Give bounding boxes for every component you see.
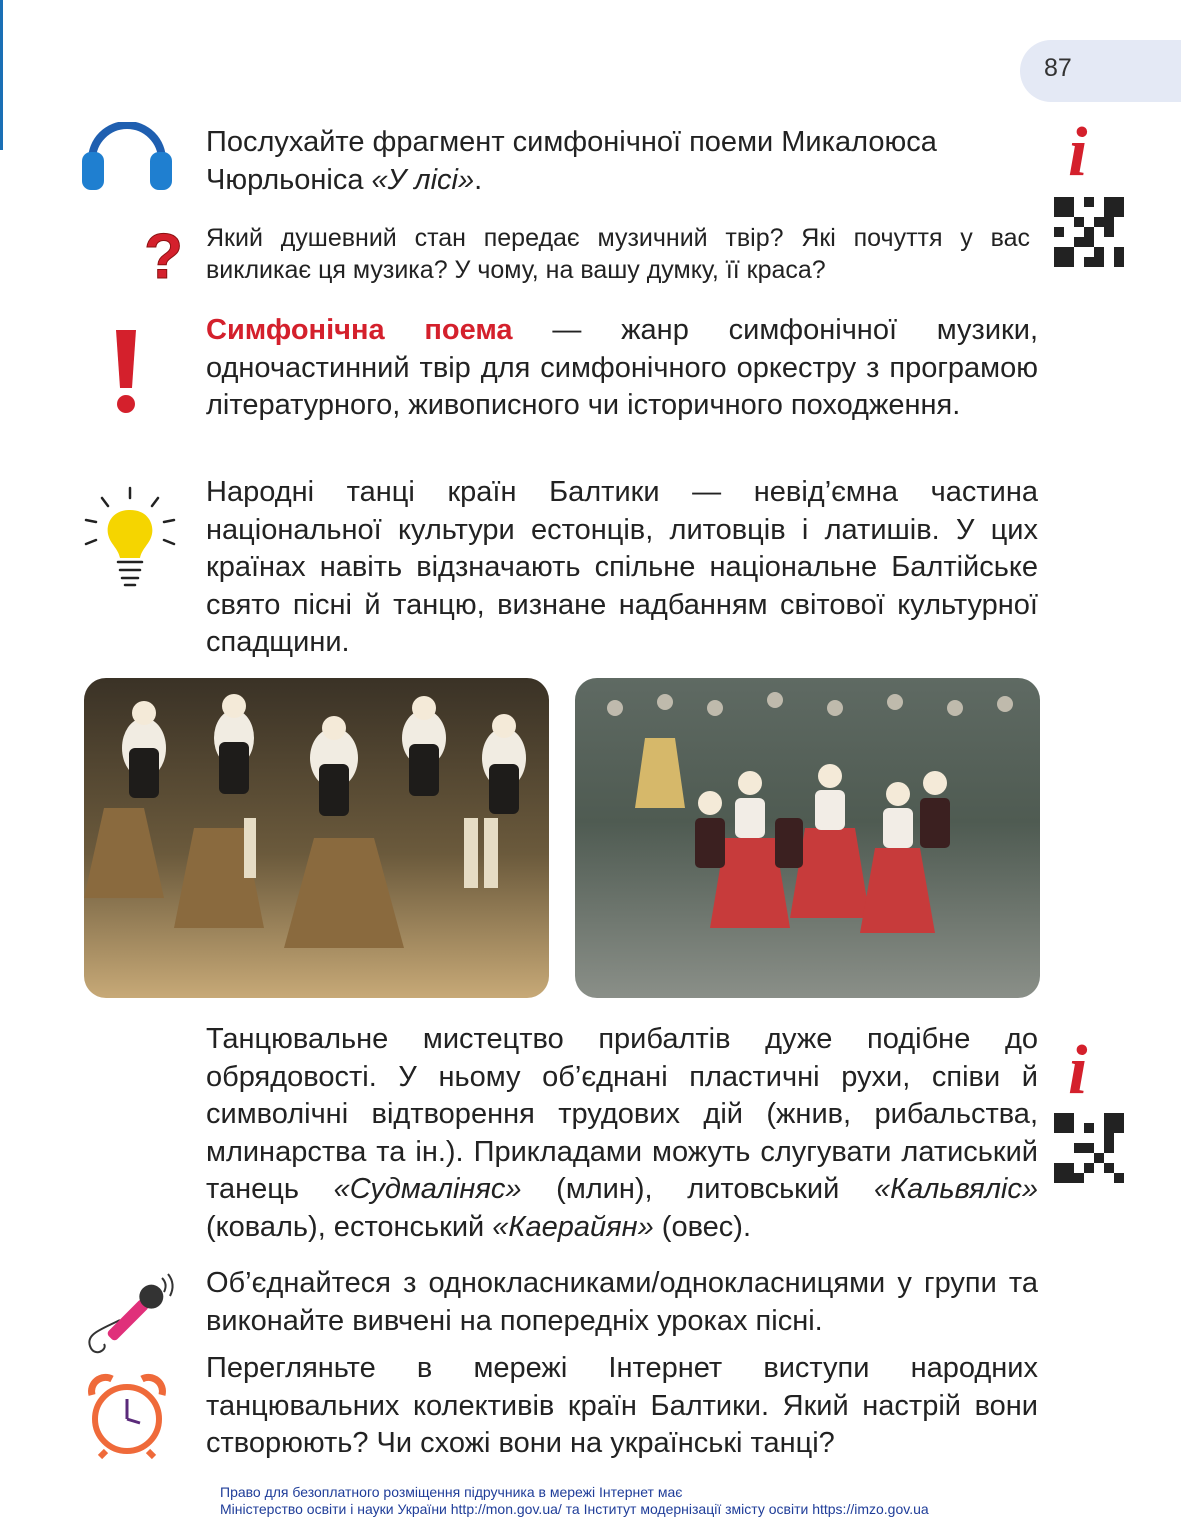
headphones-icon: [80, 122, 174, 190]
definition-term: Симфонічна поема: [206, 314, 513, 346]
dance-text-4: (овес).: [653, 1210, 752, 1243]
footer-line-2: Міністерство освіти і науки України http://mon.gov.ua/ та Інститут модернізації змісту освіти https://imzo.gov.ua: [220, 1501, 929, 1517]
microphone-icon: [80, 1270, 180, 1360]
listen-paragraph: [206, 124, 1038, 199]
question-mark-icon: [140, 222, 186, 286]
info-icon: i: [1068, 114, 1088, 191]
dance-name-sudmalinas: «Судмаліняс»: [333, 1173, 522, 1206]
qr-code-icon[interactable]: [1054, 197, 1124, 267]
alarm-clock-icon: [84, 1373, 170, 1459]
photo-latvian-dancers: [84, 678, 549, 998]
svg-text:?: ?: [144, 222, 184, 286]
task-sing-paragraph: Об’єднайтеся з однокласниками/однокласницями у групи та виконайте вивчені на попередніх уроках пісні.: [206, 1267, 1038, 1337]
definition-paragraph: [206, 312, 1038, 425]
exclamation-icon: [110, 330, 142, 414]
listen-title: «У лісі»: [371, 163, 475, 196]
definition-text: — жанр симфонічної музики, одночастинний твір для симфонічного оркестру з програмою літературного, живописного чи історичного походження.: [206, 314, 1038, 422]
dance-name-kalvelis: «Кальвяліс»: [873, 1173, 1038, 1206]
listen-text: Послухайте фрагмент симфонічної поеми Микалоюса Чюрльоніса: [206, 126, 937, 196]
footer-copyright: [220, 1484, 929, 1518]
qr-code-icon[interactable]: [1054, 1113, 1124, 1183]
dance-text-3: (коваль), естонський: [206, 1210, 493, 1243]
dance-text-2: (млин), литовський: [521, 1173, 874, 1206]
photo-lithuanian-round-dance: [575, 678, 1040, 998]
fact-paragraph: Народні танці країн Балтики — невід’ємна частина національної культури естонців, литовців і латишів. У цих країнах навіть відзначають спільне національне Балтійське свято пісні й танцю, визнане надбанням світової культурної спадщини.: [206, 476, 1038, 658]
dance-name-kaerajaan: «Каерайян»: [492, 1210, 654, 1243]
question-paragraph: Який душевний стан передає музичний твір? Які почуття у вас викликає ця музика? У чому, на вашу думку, її краса?: [206, 224, 1030, 284]
page-number: 87: [1044, 54, 1072, 82]
dance-paragraph: [206, 1021, 1038, 1247]
info-icon: i: [1068, 1032, 1088, 1109]
dance-text-1: Танцювальне мистецтво прибалтів дуже подібне до обрядовості. У ньому об’єднані пластичні рухи, співи й символічні відтворення трудових дій (жнив, рибальства, млинарства та ін.). Прикладами можуть слугувати латиський танець: [206, 1023, 1038, 1206]
lightbulb-icon: [82, 486, 178, 590]
listen-end: .: [474, 163, 483, 196]
task-watch-paragraph: Перегляньте в мережі Інтернет виступи народних танцювальних колективів країн Балтики. Який настрій вони створюють? Чи схожі вони на українські танці?: [206, 1352, 1038, 1460]
footer-line-1: Право для безоплатного розміщення підручника в мережі Інтернет має: [220, 1484, 683, 1500]
left-edge-rule: [0, 0, 3, 150]
